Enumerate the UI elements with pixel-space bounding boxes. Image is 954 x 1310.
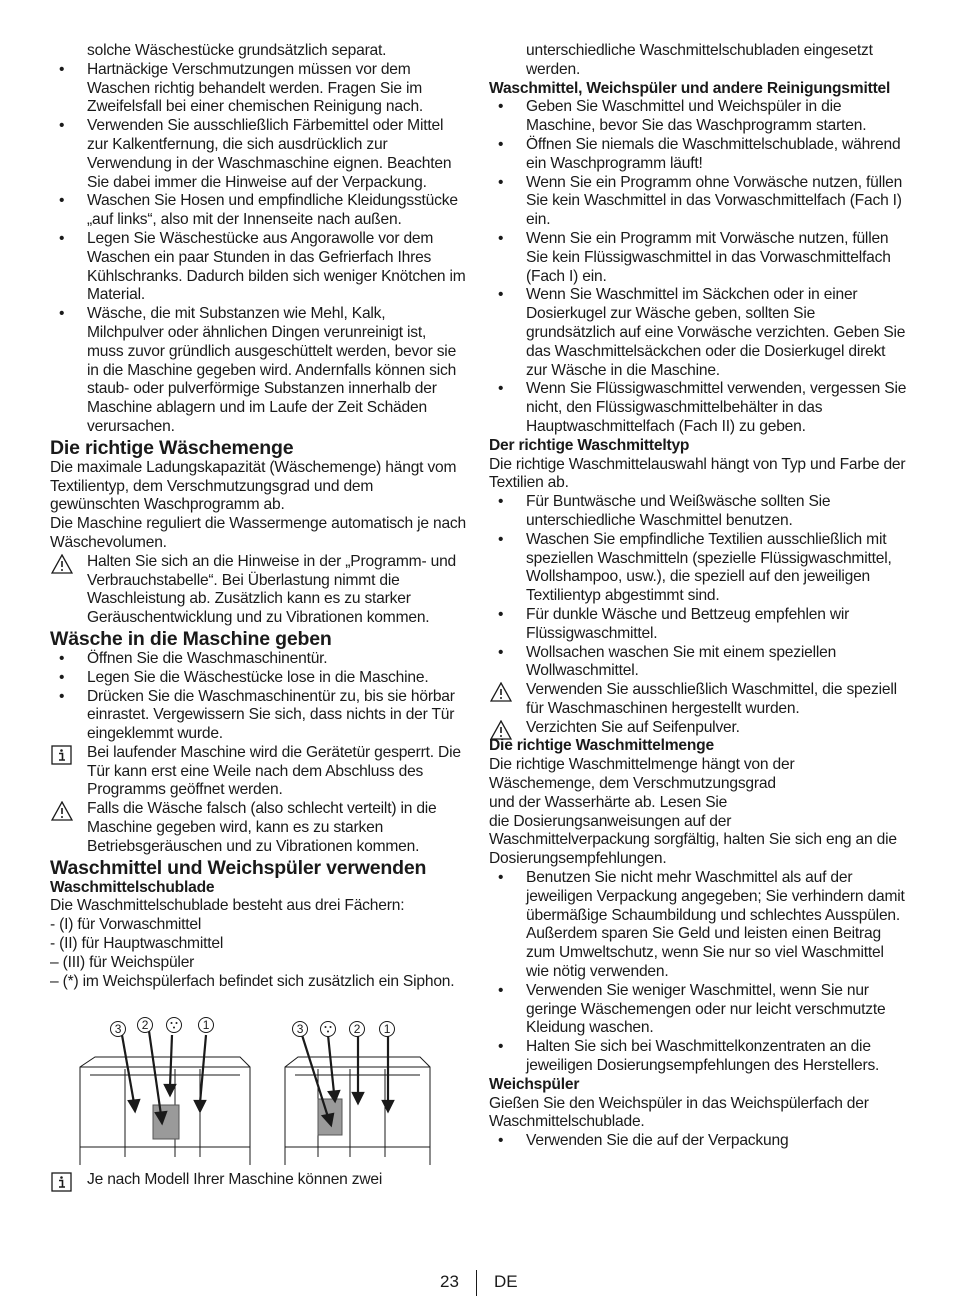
drawer-line: – (*) im Weichspülerfach befindet sich zusätzlich ein Siphon. <box>50 972 455 990</box>
drawer-line: – (III) für Weichspüler <box>50 953 195 971</box>
list-item: • Hartnäckige Verschmutzungen müssen vor dem Waschen richtig behandelt werden. Fragen Sie im Zweifelsfall bei einer chemischen Reinigung nach. <box>50 61 466 117</box>
amount-line: Waschmittelverpackung sorgfältig, halten Sie sich eng an die Dosierungsempfehlungen. <box>489 831 897 868</box>
paragraph: Gießen Sie den Weichspüler in das Weichspülerfach der Waschmittelschublade. <box>489 1094 869 1131</box>
list-item: • Öffnen Sie die Waschmaschinentür. <box>50 650 466 669</box>
list-item: • Wäsche, die mit Substanzen wie Mehl, Kalk, Milchpulver oder ähnlichen Dingen verunreinigt ist, muss zuvor gründlich ausgeschüttelt werden, bevor sie in die Maschine gegeben wird. Andernfalls können sich staub- oder pulverförmige Substanzen innerhalb der Maschine ablagern und im Laufe der Zeit Schäden verursachen. <box>50 305 466 437</box>
figure-label-1: 1 <box>202 1018 210 1033</box>
footer-divider <box>476 1270 477 1296</box>
list-item: • Waschen Sie Hosen und empfindliche Kleidungsstücke „auf links“, also mit der Innenseite nach außen. <box>50 192 466 230</box>
amount-line: Die richtige Waschmittelmenge hängt von der <box>489 756 795 774</box>
list-item: • Benutzen Sie nicht mehr Waschmittel als auf der jeweiligen Verpackung angegeben; Sie verhindern damit übermäßige Schaumbildung und schlechtes Ausspülen. Außerdem sparen Sie Geld und leisten einen Beitrag zum Umweltschutz, wenn Sie nur so viel Waschmittel wie nötig verwenden. <box>489 869 907 982</box>
warning-text: Verzichten Sie auf Seifenpulver. <box>526 718 740 736</box>
list-item: • Verwenden Sie weniger Waschmittel, wenn Sie nur geringe Wäschemengen oder nur leicht verschmutzte Kleidung waschen. <box>489 982 907 1038</box>
list-item: • Legen Sie Wäschestücke aus Angorawolle vor dem Waschen ein paar Stunden in das Gefrierfach Ihres Kühlschranks. Dadurch bilden sich weniger Knötchen im Material. <box>50 230 466 305</box>
warning-text: Verwenden Sie ausschließlich Waschmittel, die speziell für Waschmaschinen hergestellt wurden. <box>526 681 897 717</box>
subheading-drawer: Waschmittelschublade <box>50 878 215 896</box>
info-icon <box>51 1172 73 1192</box>
warning-icon <box>490 682 512 702</box>
figure-label-1: 1 <box>383 1022 391 1037</box>
drawer-illustration <box>50 997 466 1165</box>
language-code: DE <box>494 1272 518 1291</box>
list-item: • Wollsachen waschen Sie mit einem speziellen Wollwaschmittel. <box>489 644 907 682</box>
warning-text: Halten Sie sich an die Hinweise in der „Programm- und Verbrauchstabelle“. Bei Überlastung nimmt die Waschleistung ab. Zusätzlich kann es zu starker Geräuschentwicklung und zu Vibrationen kommen. <box>87 552 457 627</box>
warning-icon <box>490 720 512 740</box>
drawer-line: - (II) für Hauptwaschmittel <box>50 935 224 953</box>
amount-line: Wäschemenge, dem Verschmutzungsgrad <box>489 775 776 793</box>
warning-icon <box>51 554 73 574</box>
amount-line: die Dosierungsanweisungen auf der <box>489 812 732 830</box>
list-item: • Verwenden Sie die auf der Verpackung <box>489 1132 907 1151</box>
paragraph: Die Maschine reguliert die Wassermenge automatisch je nach Wäschevolumen. <box>50 515 466 551</box>
list-item: • Öffnen Sie niemals die Waschmittelschublade, während ein Waschprogramm läuft! <box>489 136 907 174</box>
info-icon <box>51 745 73 765</box>
subheading-detergent-type: Der richtige Waschmitteltyp <box>489 436 690 454</box>
list-item: • Halten Sie sich bei Waschmittelkonzentraten an die jeweiligen Dosierungsempfehlungen des Herstellers. <box>489 1038 907 1076</box>
list-item: • Geben Sie Waschmittel und Weichspüler in die Maschine, bevor Sie das Waschprogramm starten. <box>489 98 907 136</box>
drawer-line: Die Waschmittelschublade besteht aus drei Fächern: <box>50 897 405 915</box>
list-item: • Wenn Sie ein Programm mit Vorwäsche nutzen, füllen Sie kein Flüssigwaschmittel in das Vorwaschmittelfach (Fach I) ein. <box>489 230 907 286</box>
figure-label-3: 3 <box>296 1022 304 1037</box>
page-number: 23 <box>440 1272 459 1291</box>
left-column <box>50 40 466 1190</box>
subheading-detergent-amount: Die richtige Waschmittelmenge <box>489 737 714 755</box>
info-text: Je nach Modell Ihrer Maschine können zwei <box>87 1171 383 1189</box>
warning-note <box>50 800 466 856</box>
info-note <box>50 744 466 800</box>
list-item: • Verwenden Sie ausschließlich Färbemittel oder Mittel zur Kalkentfernung, die sich ausdrücklich zur Verwendung in der Waschmaschine eignen. Beachten Sie dabei immer die Hinweise auf der Verpackung. <box>50 117 466 192</box>
figure-label-2: 2 <box>141 1018 149 1033</box>
paragraph: Die richtige Waschmittelauswahl hängt von Typ und Farbe der Textilien ab. <box>489 455 906 492</box>
info-note <box>50 1171 466 1190</box>
list-item: • Wenn Sie Flüssigwaschmittel verwenden, vergessen Sie nicht, den Flüssigwaschmittelbehälter in das Hauptwaschmittelfach (Fach II) zu geben. <box>489 380 907 436</box>
drawer-line: - (I) für Vorwaschmittel <box>50 916 202 934</box>
list-item: • Für Buntwäsche und Weißwäsche sollten Sie unterschiedliche Waschmittel benutzen. <box>489 493 907 531</box>
subheading-detergents: Waschmittel, Weichspüler und andere Reinigungsmittel <box>489 79 891 97</box>
heading-load-machine: Wäsche in die Maschine geben <box>50 627 332 650</box>
page-footer <box>0 1270 954 1298</box>
figure-label-3: 3 <box>114 1022 122 1037</box>
subheading-softener: Weichspüler <box>489 1075 580 1093</box>
figure-label-2: 2 <box>353 1022 361 1037</box>
list-item: • Für dunkle Wäsche und Bettzeug empfehlen wir Flüssigwaschmittel. <box>489 606 907 644</box>
info-text: Bei laufender Maschine wird die Gerätetür gesperrt. Die Tür kann erst eine Weile nach dem Abschluss des Programms geöffnet werden. <box>87 743 461 799</box>
heading-laundry-amount: Die richtige Wäschemenge <box>50 436 294 459</box>
warning-text: Falls die Wäsche falsch (also schlecht verteilt) in die Maschine gegeben wird, kann es zu starken Betriebsgeräuschen und zu Vibrationen kommen. <box>87 800 437 855</box>
detergent-drawer-figure <box>50 997 466 1165</box>
list-item: • Drücken Sie die Waschmaschinentür zu, bis sie hörbar einrastet. Vergewissern Sie sich, dass nichts in der Tür eingeklemmt wurde. <box>50 688 466 744</box>
list-item: • Wenn Sie Waschmittel im Säckchen oder in einer Dosierkugel zur Wäsche geben, sollten Sie grundsätzlich auf eine Vorwäsche verzichten. Geben Sie das Waschmittelsäckchen oder die Dosierkugel direkt zur Wäsche in die Maschine. <box>489 286 907 380</box>
list-item: • Legen Sie die Wäschestücke lose in die Maschine. <box>50 669 466 688</box>
continuation-text: unterschiedliche Waschmittelschubladen eingesetzt werden. <box>526 42 873 78</box>
warning-note <box>489 719 907 738</box>
amount-line: und der Wasserhärte ab. Lesen Sie <box>489 793 728 811</box>
continuation-text: solche Wäschestücke grundsätzlich separat. <box>87 42 387 59</box>
paragraph: Die maximale Ladungskapazität (Wäschemenge) hängt vom Textilientyp, dem Verschmutzungsgrad und dem gewünschten Waschprogramm ab. <box>50 458 457 514</box>
list-item: • Waschen Sie empfindliche Textilien ausschließlich mit speziellen Waschmitteln (spezielle Flüssigwaschmittel, Wollshampoo, usw.), die speziell auf den jeweiligen Textilientyp abgestimmt sind. <box>489 531 907 606</box>
warning-icon <box>51 801 73 821</box>
right-column <box>489 40 907 1151</box>
list-item: • Wenn Sie ein Programm ohne Vorwäsche nutzen, füllen Sie kein Waschmittel in das Vorwaschmittelfach (Fach I) ein. <box>489 174 907 230</box>
warning-note <box>50 553 466 628</box>
warning-note <box>489 681 907 719</box>
heading-detergent-use: Waschmittel und Weichspüler verwenden <box>50 856 427 879</box>
